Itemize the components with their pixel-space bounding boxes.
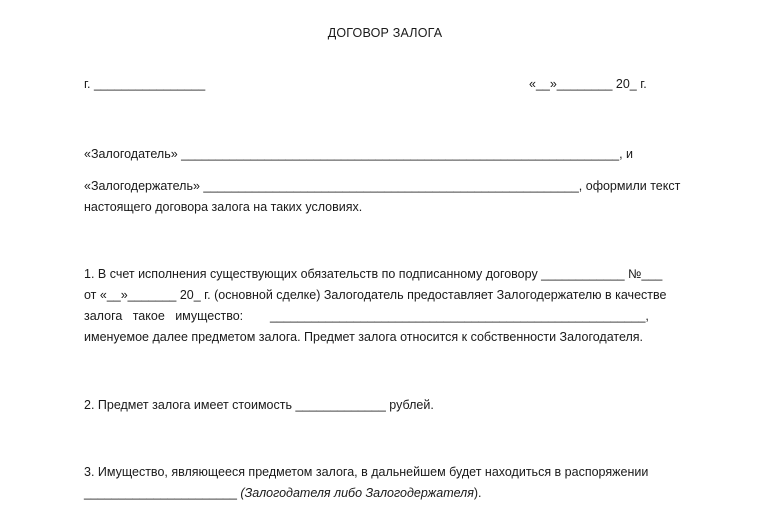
clause-3-line-2 [84, 485, 482, 501]
date-line: «__»________ 20_ г. [529, 77, 647, 91]
clause-2-line-1: 2. Предмет залога имеет стоимость _____________ рублей. [84, 398, 434, 412]
document-title: ДОГОВОР ЗАЛОГА [327, 26, 443, 40]
pledgee-continuation: настоящего договора залога на таких условиях. [84, 200, 363, 214]
clause-1-line-2: от «__»_______ 20_ г. (основной сделке) Залогодатель предоставляет Залогодержателю в качестве [84, 288, 667, 302]
clause-3-line-1: 3. Имущество, являющееся предметом залога, в дальнейшем будет находиться в распоряжении [84, 465, 649, 479]
clause-1-line-1: 1. В счет исполнения существующих обязательств по подписанному договору ____________ №___ [84, 267, 663, 281]
clause-3-blank: ______________________ [84, 486, 241, 500]
pledger-line: «Залогодатель» _______________________________________________________________, и [84, 147, 634, 161]
clause-1-line-3-left: залога такое имущество: [84, 309, 244, 323]
clause-3-italic-note: (Залогодателя либо Залогодержателя [240, 486, 474, 500]
clause-1-line-3-right: ______________________________________________________, [270, 309, 649, 323]
place-line: г. ________________ [84, 77, 206, 91]
pledgee-line: «Залогодержатель» ______________________________________________________, оформили текст [84, 179, 681, 193]
clause-3-end: ). [473, 486, 482, 500]
clause-1-line-4: именуемое далее предметом залога. Предмет залога относится к собственности Залогодателя. [84, 330, 644, 344]
